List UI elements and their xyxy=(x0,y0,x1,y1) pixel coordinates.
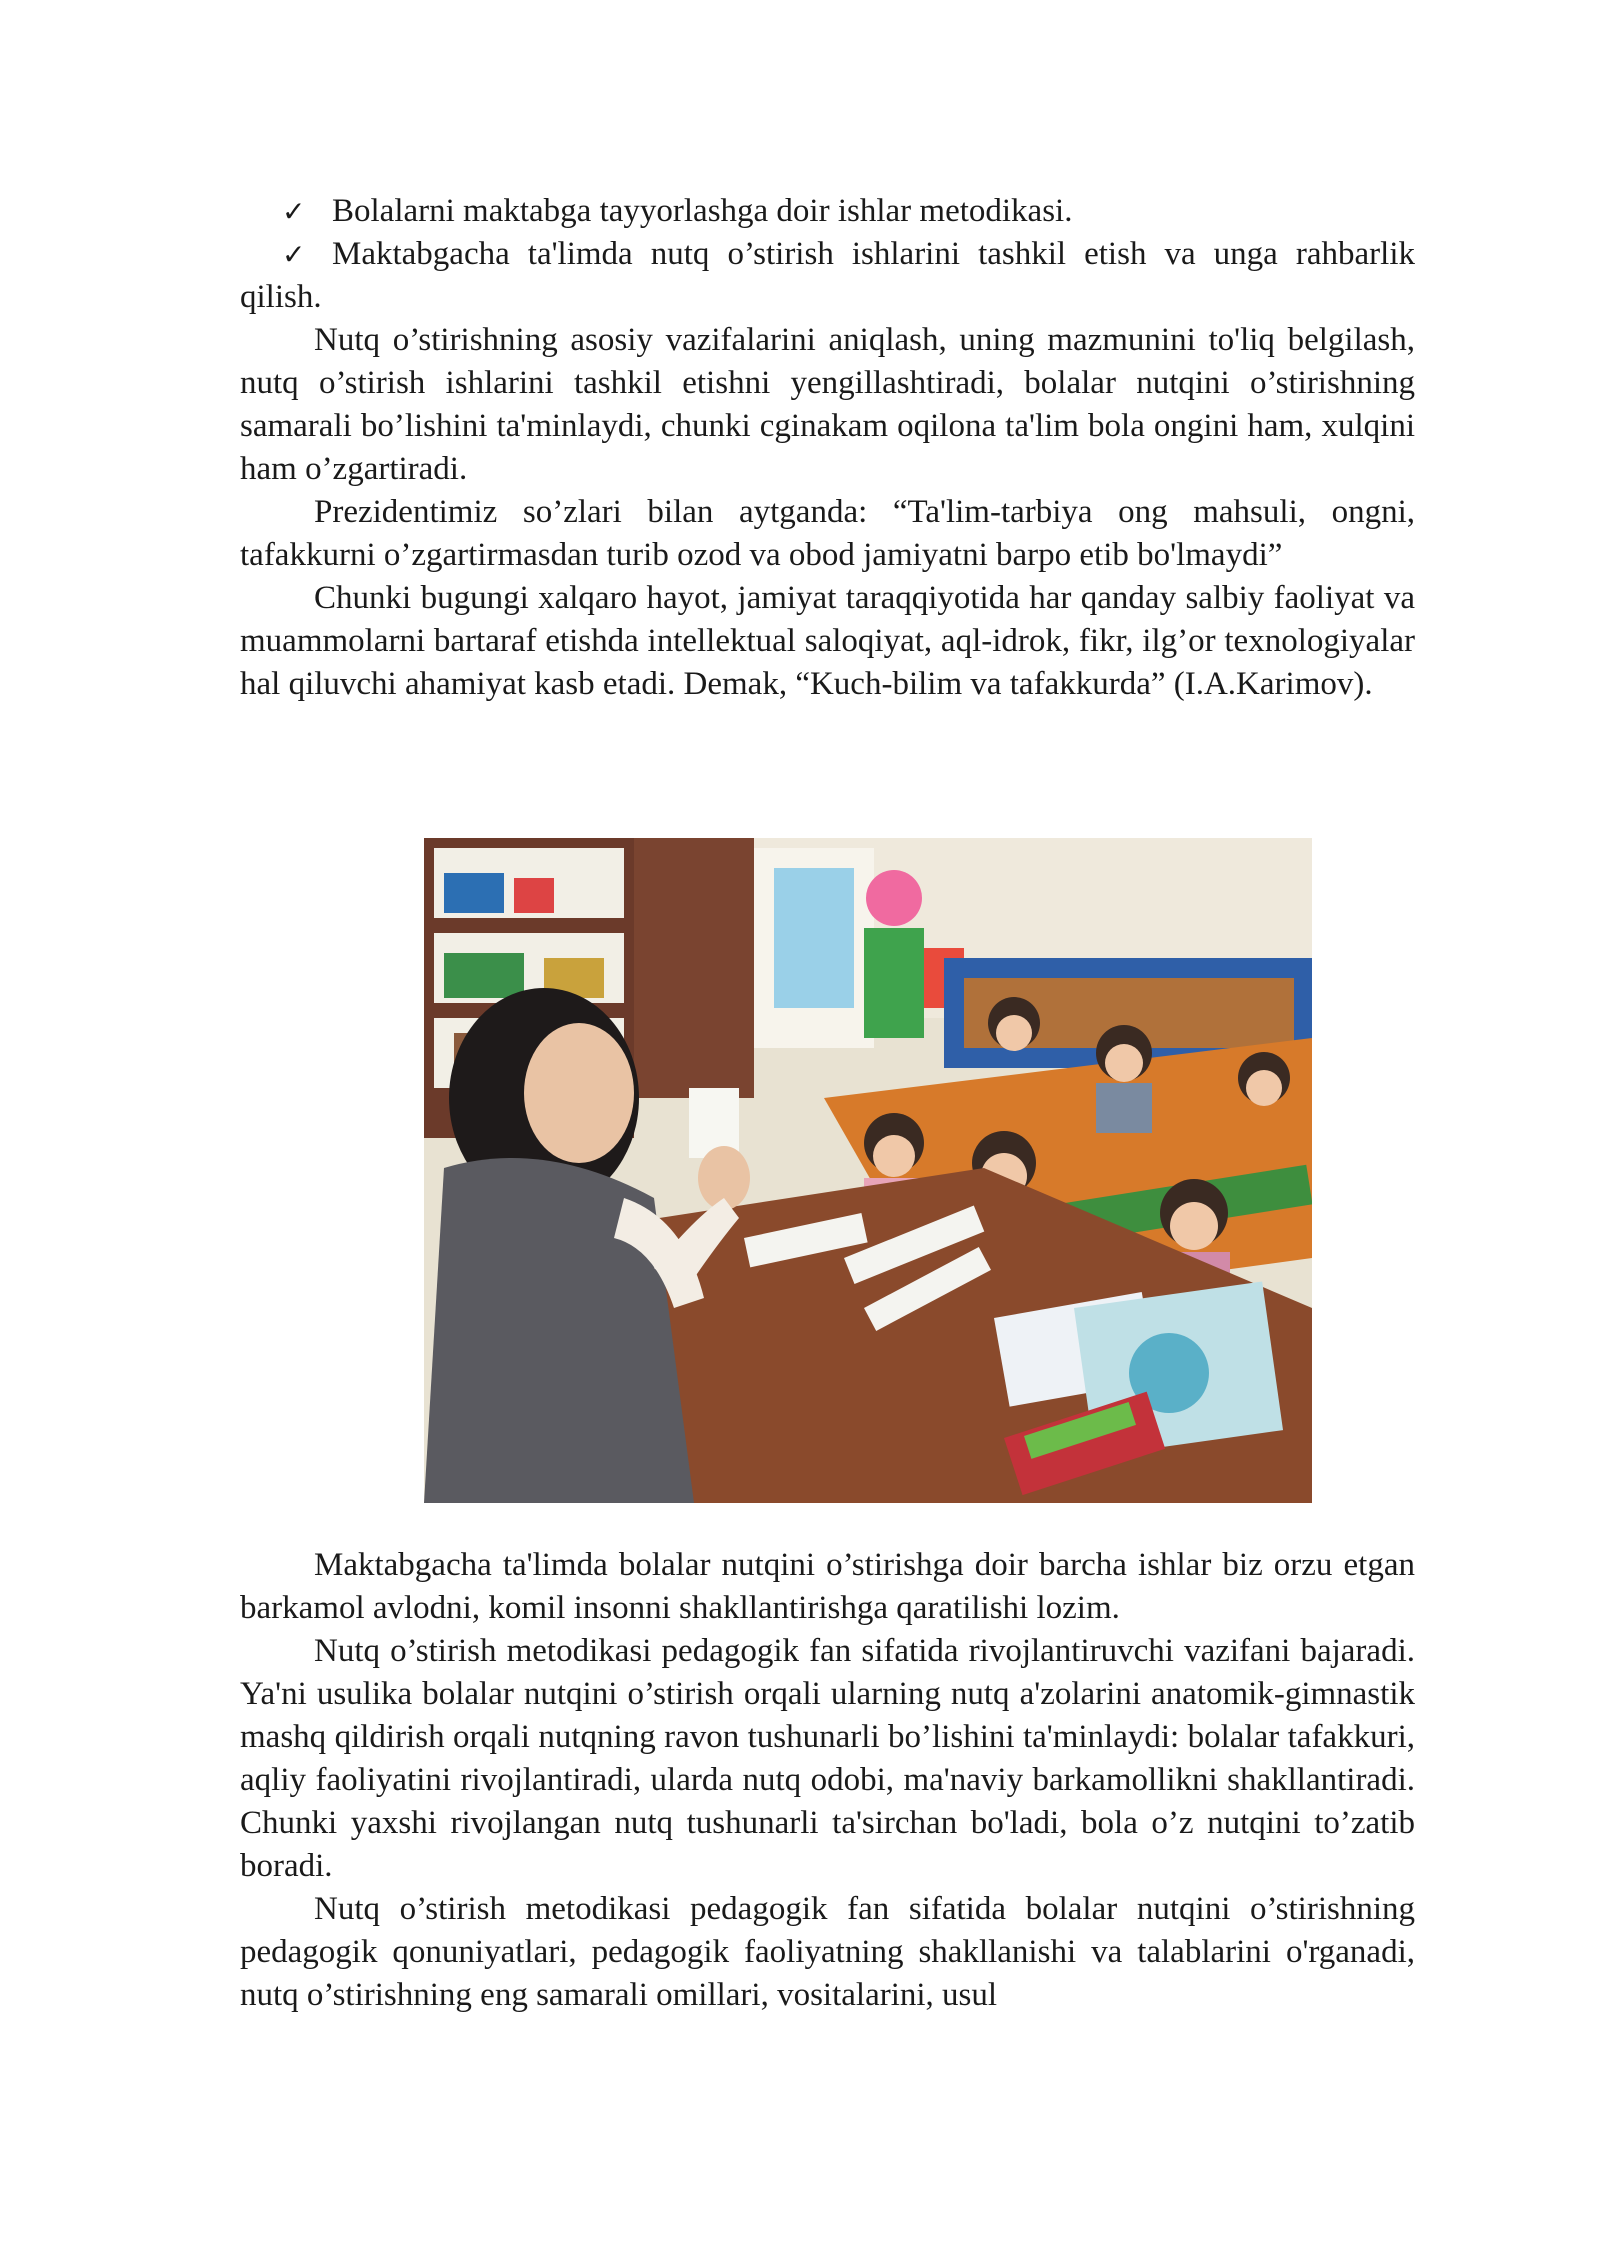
paragraph: Nutq o’stirishning asosiy vazifalarini aniqlash, uning mazmunini to'liq belgilash, nutq o’stirish ishlarini tashkil etishni yengillashtiradi, bolalar nutqini o’stirishning samarali bo’lishini ta'minlaydi, chunki cginakam oqilona ta'lim bola ongini ham, xulqini ham o’zgartiradi. xyxy=(240,322,1415,487)
paragraph: Maktabgacha ta'limda bolalar nutqini o’stirishga doir barcha ishlar biz orzu etgan barkamol avlodni, komil insonni shakllantirishga qaratilishi lozim. xyxy=(240,1547,1415,1626)
check-icon: ✓ xyxy=(282,195,306,228)
paragraph: Nutq o’stirish metodikasi pedagogik fan sifatida rivojlantiruvchi vazifani bajaradi. Ya'ni usulika bolalar nutqini o’stirish orqali ularning nutq a'zolarini anatomik-gimnastik mashq qildirish orqali nutqning ravon tushunarli bo’lishini ta'minlaydi: bolalar tafakkuri, aqliy faoliyatini rivojlantiradi, ularda nutq odobi, ma'naviy barkamollikni shakllantiradi. Chunki yaxshi rivojlangan nutq tushunarli ta'sirchan bo'ladi, bola o’z nutqini to’zatib boradi. xyxy=(240,1633,1415,1884)
paragraph: Prezidentimiz so’zlari bilan aytganda: “Ta'lim-tarbiya ong mahsuli, ongni, tafakkurni o’zgartirmasdan turib ozod va obod jamiyatni barpo etib bo'lmaydi” xyxy=(240,494,1415,573)
bullet-item xyxy=(240,233,1415,319)
document-body-lower xyxy=(240,1544,1415,2017)
paragraph: Chunki bugungi xalqaro hayot, jamiyat taraqqiyotida har qanday salbiy faoliyat va muammolarni bartaraf etishda intellektual saloqiyat, aql-idrok, fikr, ilg’or texnologiyalar hal qiluvchi ahamiyat kasb etadi. Demak, “Kuch-bilim va tafakkurda” (I.A.Karimov). xyxy=(240,580,1415,702)
document-body xyxy=(240,190,1415,706)
check-icon: ✓ xyxy=(282,238,306,271)
classroom-photo xyxy=(424,838,1312,1503)
paragraph: Nutq o’stirish metodikasi pedagogik fan sifatida bolalar nutqini o’stirishning pedagogik qonuniyatlari, pedagogik faoliyatning shakllanishi va talablarini o'rganadi, nutq o’stirishning eng samarali omillari, vositalarini, usul xyxy=(240,1891,1415,2013)
bullet-text: Maktabgacha ta'limda nutq o’stirish ishlarini tashkil etish va unga rahbarlik qilish. xyxy=(240,236,1415,315)
bullet-item xyxy=(240,190,1415,233)
bullet-text: Bolalarni maktabga tayyorlashga doir ishlar metodikasi. xyxy=(332,193,1073,229)
